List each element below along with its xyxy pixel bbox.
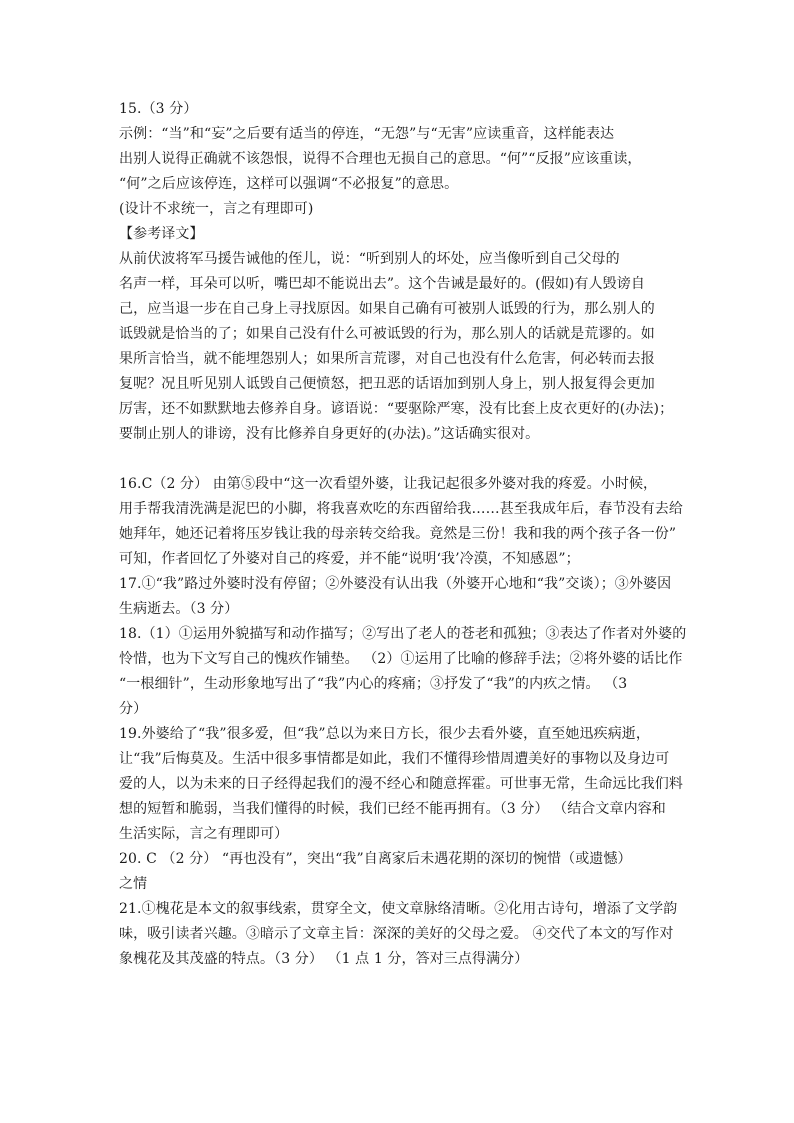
q19-line-2: 让“我”后悔莫及。生活中很多事情都是如此，我们不懂得珍惜周遭美好的事物以及身边可 (119, 751, 670, 767)
q15-note: (设计不求统一，言之有理即可) (119, 201, 314, 217)
translation-line-3: 己，应当退一步在自己身上寻找原因。如果自己确有可被别人诋毁的行为，那么别人的 (119, 301, 655, 317)
translation-line-7: 厉害，还不如默默地去修养自身。谚语说：“要驱除严寒，没有比套上皮衣更好的(办法)； (119, 401, 674, 417)
q19-line-3: 爱的人，以为未来的日子经得起我们的漫不经心和随意挥霍。可世事无常，生命远比我们料 (119, 776, 683, 792)
translation-heading: 【参考译文】 (119, 226, 204, 242)
q17-line-2: 生病逝去。（3 分） (119, 601, 239, 617)
translation-line-8: 要制止别人的诽谤，没有比修养自身更好的(办法)。”这话确实很对。 (119, 426, 540, 442)
q16-line-3: 她拜年，她还记着将压岁钱让我的母亲转交给我。竟然是三份！我和我的两个孩子各一份” (119, 526, 677, 542)
q21-line-1: 21.①槐花是本文的叙事线索，贯穿全文，使文章脉络清晰。②化用古诗句，增添了文学韵 (119, 901, 678, 917)
q21-line-2: 味，吸引读者兴趣。③暗示了文章主旨：深深的美好的父母之爱。 ④交代了本文的写作对 (119, 926, 674, 942)
translation-line-2: 名声一样，耳朵可以听，嘴巴却不能说出去”。这个告诫是最好的。(假如)有人毁谤自 (119, 276, 645, 292)
q15-heading: 15.（3 分） (119, 101, 198, 117)
q20-line-1: 20. C （2 分） “再也没有”，突出“我”自离家后未遇花期的深切的惋惜（或遗憾） (119, 851, 632, 867)
q21-line-3: 象槐花及其茂盛的特点。（3 分） （1 点 1 分，答对三点得满分） (119, 951, 529, 967)
translation-line-6: 复呢？况且听见别人诋毁自己便愤怒，把丑恶的话语加到别人身上，别人报复得会更加 (119, 376, 655, 392)
q16-line-4: 可知，作者回忆了外婆对自己的疼爱，并不能“说明‘我’冷漠，不知感恩”； (119, 551, 580, 567)
q18-line-4: 分） (119, 701, 148, 717)
q17-line-1: 17.①“我”路过外婆时没有停留；②外婆没有认出我（外婆开心地和“我”交谈）；③外婆因 (119, 576, 672, 592)
q18-line-2: 怜惜，也为下文写自己的愧疚作铺垫。 （2）①运用了比喻的修辞手法；②将外婆的话比作 (119, 651, 683, 667)
q15-example-line-1: 示例：“当”和“妄”之后要有适当的停连，“无怨”与“无害”应读重音，这样能表达 (119, 126, 615, 142)
translation-line-4: 诋毁就是恰当的了；如果自己没有什么可被诋毁的行为，那么别人的话就是荒谬的。如 (119, 326, 655, 342)
q15-example-line-2: 出别人说得正确就不该怨恨，说得不合理也无损自己的意思。“何”“反报”应该重读， (119, 151, 642, 167)
translation-line-5: 果所言恰当，就不能埋怨别人；如果所言荒谬，对自己也没有什么危害，何必转而去报 (119, 351, 655, 367)
q19-line-4: 想的短暂和脆弱，当我们懂得的时候，我们已经不能再拥有。（3 分） （结合文章内容和 (119, 801, 666, 817)
q16-line-2: 用手帮我清洗满是泥巴的小脚，将我喜欢吃的东西留给我……甚至我成年后，春节没有去给 (119, 501, 683, 517)
translation-line-1: 从前伏波将军马援告诫他的侄儿，说：“听到别人的坏处，应当像听到自己父母的 (119, 251, 620, 267)
q18-line-1: 18.（1）①运用外貌描写和动作描写；②写出了老人的苍老和孤独；③表达了作者对外婆的 (119, 626, 687, 642)
q15-example-line-3: “何”之后应该停连，这样可以强调“不必报复”的意思。 (119, 176, 459, 192)
q19-line-5: 生活实际，言之有理即可） (119, 826, 289, 842)
q18-line-3: “一根细针”，生动形象地写出了“我”内心的疼痛；③抒发了“我”的内疚之情。 （3 (119, 676, 628, 692)
q20-line-2: 之情 (119, 876, 148, 892)
q16-line-1: 16.C（2 分） 由第⑤段中“这一次看望外婆，让我记起很多外婆对我的疼爱。小时候， (119, 476, 658, 492)
q19-line-1: 19.外婆给了“我”很多爱，但“我”总以为来日方长，很少去看外婆，直至她迅疾病逝， (119, 726, 650, 742)
